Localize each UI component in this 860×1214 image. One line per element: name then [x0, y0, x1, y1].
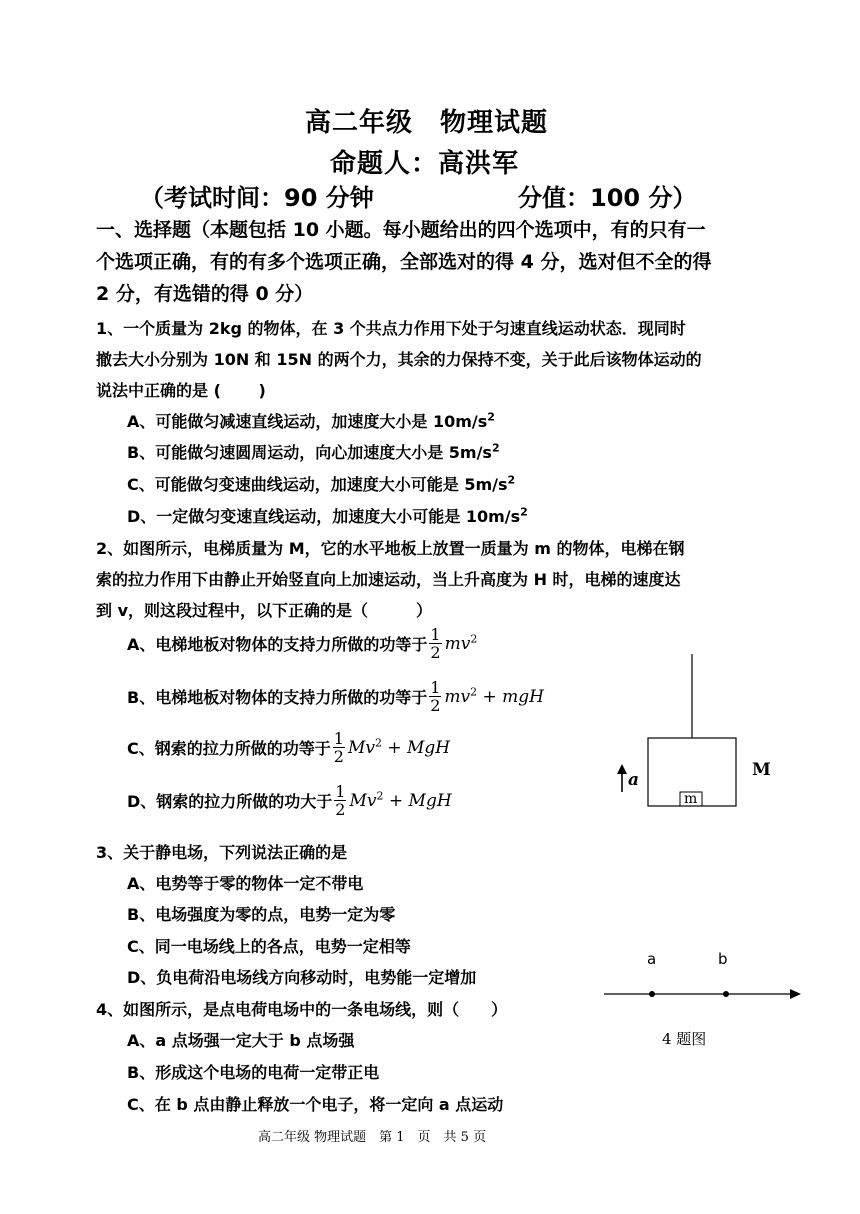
label-point-b: b — [718, 950, 728, 968]
q2-line-3: 到 v，则这段过程中，以下正确的是（ ） — [96, 601, 433, 620]
elevator-diagram — [600, 650, 800, 820]
label-m-small: m — [684, 791, 698, 807]
section-intro-line-3: 2 分，有选错的得 0 分） — [96, 283, 314, 305]
exam-author: 命题人：高洪军 — [330, 149, 520, 179]
q3-option-a: A、电势等于零的物体一定不带电 — [127, 874, 364, 893]
exam-score: 分值：100 分） — [518, 184, 697, 212]
fraction: $\frac{1}{2}$ — [335, 782, 346, 819]
fraction: $\frac{1}{2}$ — [430, 678, 441, 715]
q2-option-b: B、电梯地板对物体的支持力所做的功等于 $\frac{1}{2}$ $mv^2$ + mgH — [127, 678, 545, 715]
q4-stem: 4、如图所示，是点电荷电场中的一条电场线，则（ ） — [96, 1000, 508, 1019]
label-a: a — [628, 770, 640, 790]
q1-option-a: A、可能做匀减速直线运动，加速度大小是 $10m/s^2$ — [127, 410, 495, 431]
q1-option-b: B、可能做匀速圆周运动，向心加速度大小是 $5m/s^2$ — [127, 441, 500, 462]
label-point-a: a — [647, 950, 657, 968]
q3-option-b: B、电场强度为零的点，电势一定为零 — [127, 905, 396, 924]
q4-option-c: C、在 b 点由静止释放一个电子，将一定向 a 点运动 — [127, 1095, 504, 1114]
q2-option-c: C、钢索的拉力所做的功等于 $\frac{1}{2}$ $Mv^2$ + MgH — [127, 729, 451, 766]
section-intro-line-2: 个选项正确，有的有多个选项正确，全部选对的得 4 分，选对但不全的得 — [96, 251, 712, 273]
exam-title: 高二年级 物理试题 — [305, 108, 549, 138]
fraction: $\frac{1}{2}$ — [430, 625, 441, 662]
q1-option-c: C、可能做匀变速曲线运动，加速度大小可能是 $5m/s^2$ — [127, 473, 516, 494]
q1-option-d: D、一定做匀变速直线运动，加速度大小可能是 $10m/s^2$ — [127, 505, 528, 526]
point-a-dot — [649, 991, 655, 997]
q3-stem: 3、关于静电场，下列说法正确的是 — [96, 843, 348, 862]
arrow-head — [617, 764, 627, 774]
q1-line-2: 撤去大小分别为 10N 和 15N 的两个力，其余的力保持不变，关于此后该物体运动的 — [96, 350, 702, 369]
fraction: $\frac{1}{2}$ — [333, 729, 344, 766]
label-M: M — [752, 760, 771, 780]
field-line-arrowhead — [790, 989, 801, 999]
q3-option-c: C、同一电场线上的各点，电势一定相等 — [127, 937, 411, 956]
q2-line-2: 索的拉力作用下由静止开始竖直向上加速运动，当上升高度为 H 时，电梯的速度达 — [96, 570, 681, 589]
q4-option-b: B、形成这个电场的电荷一定带正电 — [127, 1063, 380, 1082]
q1-line-3: 说法中正确的是 ( ) — [96, 381, 266, 400]
q4-option-a: A、a 点场强一定大于 b 点场强 — [127, 1031, 355, 1050]
page-footer: 高二年级 物理试题 第 1 页 共 5 页 — [258, 1130, 487, 1145]
q2-option-d: D、钢索的拉力所做的功大于 $\frac{1}{2}$ $Mv^2$ + MgH — [127, 782, 452, 819]
figure-caption: 4 题图 — [662, 1030, 707, 1048]
q2-option-a: A、电梯地板对物体的支持力所做的功等于 $\frac{1}{2}$ $mv^2$ — [127, 625, 478, 662]
point-b-dot — [723, 991, 729, 997]
exam-time: （考试时间：90 分钟 — [140, 184, 374, 212]
q3-option-d: D、负电荷沿电场线方向移动时，电势能一定增加 — [127, 968, 477, 987]
q2-line-1: 2、如图所示，电梯质量为 M，它的水平地板上放置一质量为 m 的物体，电梯在钢 — [96, 539, 685, 558]
q1-line-1: 1、一个质量为 2kg 的物体，在 3 个共点力作用下处于匀速直线运动状态．现同时 — [96, 319, 686, 338]
section-intro-line-1: 一、选择题（本题包括 10 小题。每小题给出的四个选项中，有的只有一 — [96, 219, 706, 241]
field-line-diagram — [600, 980, 805, 1008]
